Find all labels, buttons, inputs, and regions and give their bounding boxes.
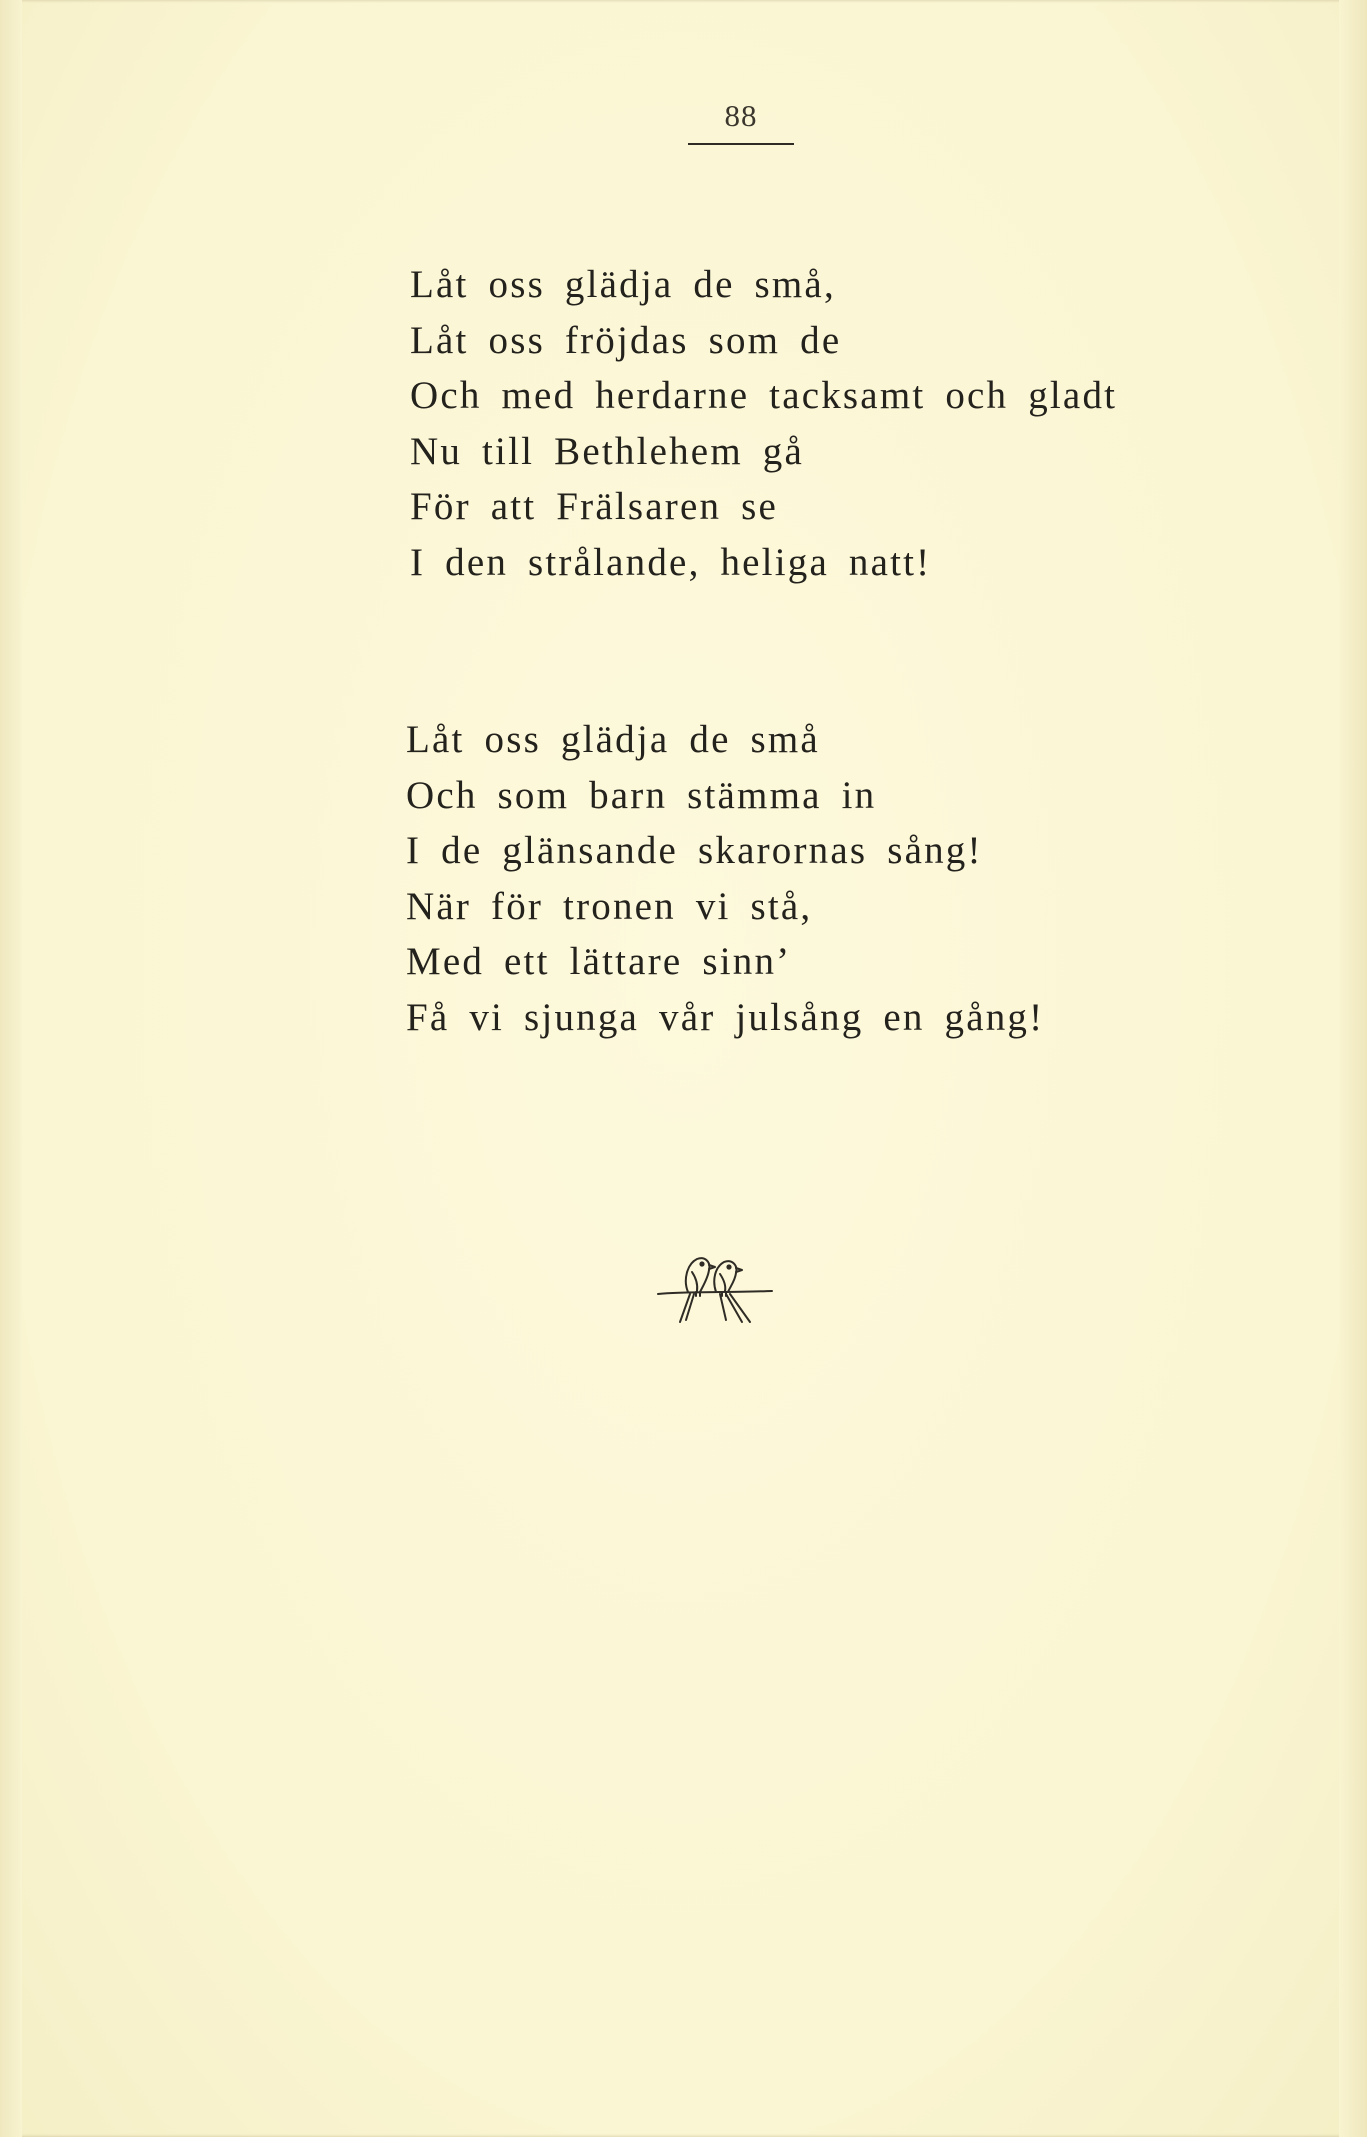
poem-line: Låt oss glädja de små <box>406 718 820 761</box>
poem-line: Nu till Bethlehem gå <box>410 429 805 473</box>
two-birds-on-branch-icon <box>650 1250 780 1330</box>
poem-line: Och som barn stämma in <box>406 773 877 817</box>
poem-line: För att Frälsaren se <box>410 485 779 528</box>
poem-line: När för tronen vi stå, <box>406 884 813 928</box>
poem-line: I de glänsande skarornas sång! <box>406 829 983 872</box>
page-number: 88 <box>724 98 758 133</box>
poem-line: Låt oss fröjdas som de <box>410 318 842 362</box>
page-edge-right <box>1339 0 1367 2137</box>
poem-line: Få vi sjunga vår julsång en gång! <box>406 995 1045 1039</box>
poem-line: Och med herdarne tacksamt och gladt <box>410 374 1118 417</box>
poem-line: Låt oss glädja de små, <box>410 263 836 306</box>
poem-stanza-1 <box>410 257 1117 590</box>
page-edge-left <box>0 0 22 2137</box>
poem-stanza-2 <box>406 712 1044 1045</box>
poem-line: Med ett lättare sinn’ <box>406 940 792 983</box>
poem-line: I den strålande, heliga natt! <box>410 540 932 584</box>
page-number-rule <box>688 143 794 145</box>
